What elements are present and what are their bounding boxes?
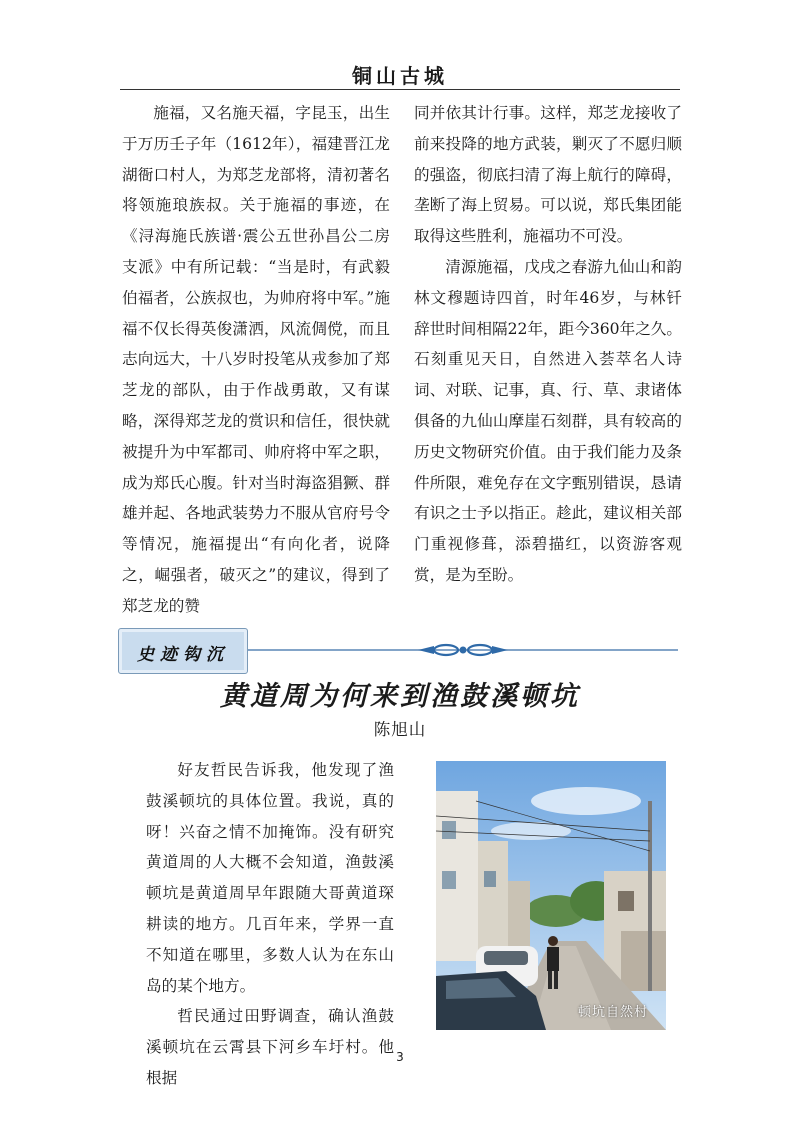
page-number: 3 <box>396 1050 404 1064</box>
section-label: 史迹钩沉 <box>137 645 229 665</box>
article1-left-column <box>122 98 390 622</box>
article2-paragraph: 好友哲民告诉我，他发现了渔鼓溪顿坑的具体位置。我说，真的呀！兴奋之情不加掩饰。没有研究黄道周的人大概不会知道，渔鼓溪顿坑是黄道周早年跟随大哥黄道琛耕读的地方。几百年来，学界一直不知道在哪里，多数人认为在东山岛的某个地方。 <box>146 761 394 995</box>
article2-author: 陈旭山 <box>373 720 427 739</box>
article1-right-column <box>414 98 682 591</box>
section-banner <box>118 626 680 676</box>
header-rule <box>120 89 680 90</box>
village-photo <box>436 761 666 1030</box>
article2-text-column <box>146 755 394 1094</box>
photo-caption: 顿坑自然村 <box>577 1005 648 1020</box>
article1-paragraph: 清源施福，戊戌之春游九仙山和韵林文穆题诗四首，时年46岁，与林钎辞世时间相隔22年，距今360年之久。石刻重见天日，自然进入荟萃名人诗词、对联、记事，真、行、草、隶诸体俱备的九仙山摩崖石刻群，具有较高的历史文物研究价值。由于我们能力及条件所限，难免存在文字甄别错误，恳请有识之士予以指正。趁此，建议相关部门重视修葺，添碧描红，以资游客观赏，是为至盼。 <box>414 257 682 584</box>
article2-paragraph: 哲民通过田野调查，确认渔鼓溪顿坑在云霄县下河乡车圩村。他根据 <box>146 1007 394 1087</box>
section-scroll-label <box>118 628 248 674</box>
running-header-title: 铜山古城 <box>352 64 448 88</box>
article1-paragraph: 施福，又名施天福，字昆玉，出生于万历壬子年（1612年），福建晋江龙湖衙口村人，为郑芝龙部将，清初著名将领施琅族叔。关于施福的事迹，在《浔海施氏族谱·震公五世孙昌公二房支派》中有所记载：“当是时，有武毅伯福者，公族叔也，为帅府将中军。”施福不仅长得英俊潇洒，风流倜傥，而且志向远大，十八岁时投笔从戎参加了郑芝龙的部队，由于作战勇敢，又有谋略，深得郑芝龙的赏识和信任，很快就被提升为中军都司、帅府将中军之职，成为郑氏心腹。针对当时海盗猖獗、群雄并起、各地武装势力不服从官府号令等情况，施福提出“有向化者，说降之，崛强者，破灭之”的建议，得到了郑芝龙的赞 <box>122 104 390 615</box>
article2-title: 黄道周为何来到渔鼓溪顿坑 <box>220 681 580 712</box>
article1-continuation: 同并依其计行事。这样，郑芝龙接收了前来投降的地方武装，剿灭了不愿归顺的强盗，彻底扫清了海上航行的障碍，垄断了海上贸易。可以说，郑氏集团能取得这些胜利，施福功不可没。 <box>414 104 682 246</box>
village-street-illustration <box>436 761 666 1030</box>
ornament-divider-icon <box>248 640 678 660</box>
